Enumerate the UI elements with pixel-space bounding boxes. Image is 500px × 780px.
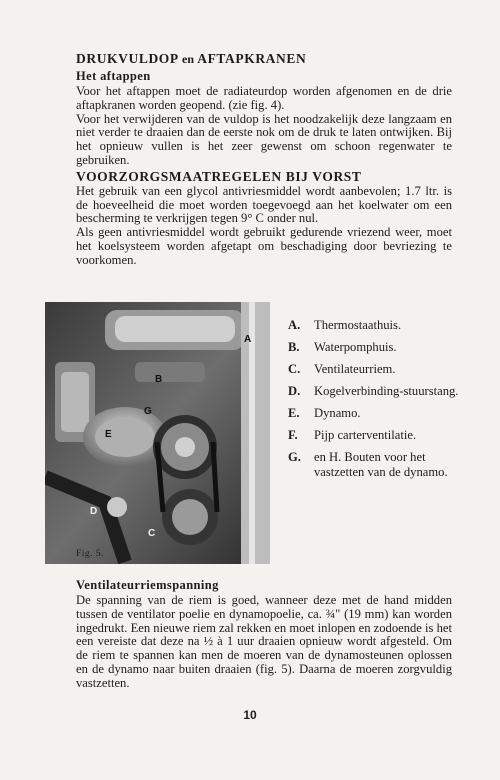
legend-text: Kogelverbinding-stuurstang.	[314, 384, 459, 398]
legend-letter: C.	[288, 362, 301, 376]
legend-item	[288, 384, 468, 399]
label-E: E	[105, 429, 112, 440]
title-part-a: DRUKVULDOP	[76, 51, 179, 66]
label-A: A	[244, 334, 252, 345]
engine-photo	[45, 302, 270, 564]
label-C: C	[148, 528, 156, 539]
label-D: D	[90, 506, 98, 517]
paragraph-aftappen-vorst: Als geen antivriesmiddel wordt gebruikt gedurende vriezend weer, moet het koelsysteem worden afgetapt om beschadiging door bevriezing te voorkomen.	[76, 225, 452, 267]
subtitle-aftappen: Het aftappen	[76, 69, 151, 83]
legend-text: Waterpomphuis.	[314, 340, 397, 354]
legend-item	[288, 428, 468, 443]
paragraph-aftappen: Voor het aftappen moet de radiateurdop worden afgenomen en de drie aftapkranen worden geopend. (zie fig. 4).	[76, 84, 452, 112]
legend-item	[288, 450, 468, 480]
title-part-b: AFTAPKRANEN	[197, 51, 307, 66]
legend-item	[288, 318, 468, 333]
legend-text: Pijp carterventilatie.	[314, 428, 417, 442]
section-title-vorst: VOORZORGSMAATREGELEN BIJ VORST	[76, 168, 362, 184]
legend-letter: B.	[288, 340, 300, 354]
legend-item	[288, 362, 468, 377]
legend-letter: A.	[288, 318, 301, 332]
figure-caption: Fig. 5.	[76, 549, 105, 559]
paragraph-antivries: Het gebruik van een glycol antivriesmiddel wordt aanbevolen; 1.7 ltr. is de hoeveelheid die moet worden toegevoegd aan het koelwater om een bescherming te verkrijgen tegen 9° C onder nul.	[76, 183, 452, 226]
legend-text: en H. Bouten voor het vastzetten van de dynamo.	[314, 450, 448, 479]
legend-item	[288, 340, 468, 355]
label-B: B	[155, 374, 163, 385]
legend-text: Ventilateurriem.	[314, 362, 396, 376]
page-number: 10	[243, 708, 257, 722]
legend-item	[288, 406, 468, 421]
legend-letter: F.	[288, 428, 298, 442]
upper-text	[76, 50, 452, 268]
paragraph-riemspanning: De spanning van de riem is goed, wanneer deze met de hand midden tussen de ventilator poelie en dynamopoelie, ca. ¾" (19 mm) kan worden ingedrukt. Een nieuwe riem zal rekken en moet inlopen en zodoende is het een vereiste dat deze na ½ à 1 uur draaien opnieuw wordt afgesteld. Om de riem te spannen kan men de moeren van de dynamosteunen oplossen en de dynamo naar buiten draaien (fig. 5). Daarna de moeren zorgvuldig vastzetten.	[76, 593, 452, 690]
title-part-and: en	[182, 52, 194, 66]
legend-letter: G.	[288, 450, 301, 464]
section-title-riemspanning: Ventilateurriemspanning	[76, 578, 219, 592]
engine-illustration	[45, 302, 270, 564]
legend-text: Thermostaathuis.	[314, 318, 402, 332]
legend-letter: E.	[288, 406, 300, 420]
lower-text	[76, 577, 452, 691]
label-G: G	[144, 406, 152, 417]
figure-legend	[288, 318, 468, 487]
paragraph-vuldop: Voor het verwijderen van de vuldop is het noodzakelijk deze langzaam en niet verder te draaien dan de eerste nok om de druk te laten ontwijken. Bij het opnieuw vullen is het zeer gewenst om schoon regenwater te gebruiken.	[76, 111, 452, 167]
legend-letter: D.	[288, 384, 301, 398]
legend-text: Dynamo.	[314, 406, 361, 420]
section-title-drukvuldop	[76, 50, 452, 68]
